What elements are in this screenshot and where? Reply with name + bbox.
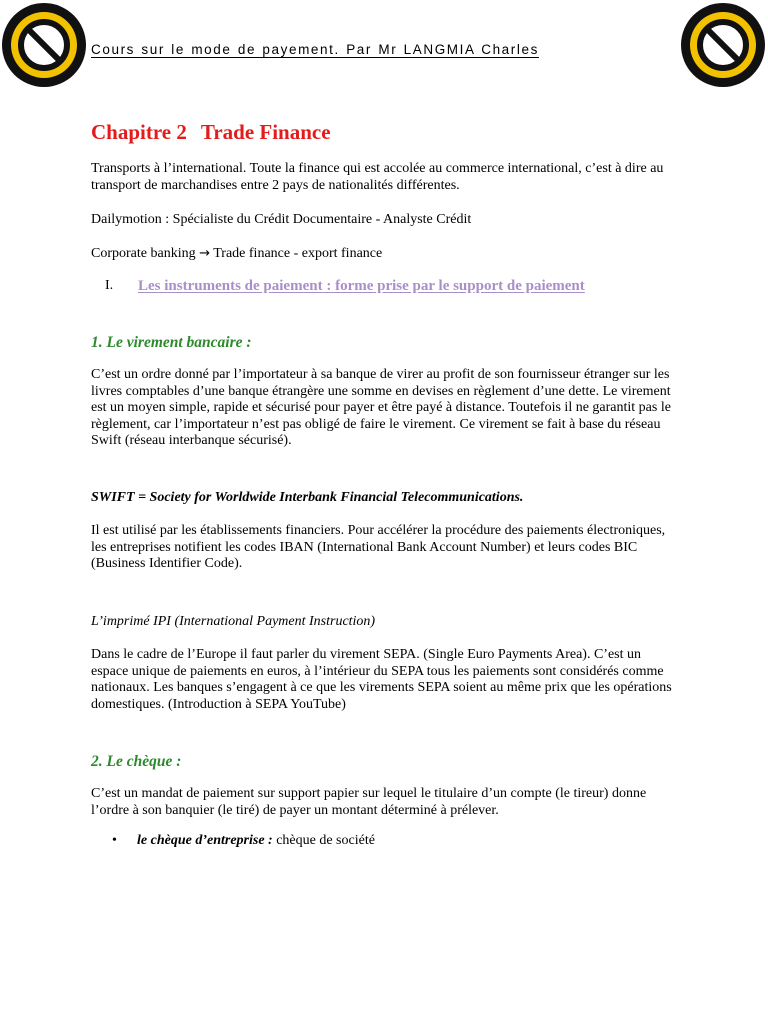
section-heading: [91, 278, 681, 295]
intro-paragraph: Transports à l’international. Toute la finance qui est accolée au commerce international, c’est à dire au transport de marchandises entre 2 pays de nationalités différentes.: [91, 161, 664, 193]
bullet-text: chèque de société: [276, 833, 375, 848]
dailymotion-paragraph: Dailymotion : Spécialiste du Crédit Documentaire - Analyste Crédit: [91, 212, 472, 227]
swift-definition: SWIFT = Society for Worldwide Interbank Financial Telecommunications.: [91, 489, 524, 505]
section-number: I.: [105, 278, 114, 293]
document-body: [91, 120, 681, 850]
corporate-paragraph: [91, 246, 681, 263]
ipi-heading: L’imprimé IPI (International Payment Instruction): [91, 613, 376, 629]
list-item: [91, 833, 681, 850]
subsection-virement-title: 1. Le virement bancaire :: [91, 334, 252, 351]
pdf-xchange-badge-right[interactable]: [680, 2, 766, 88]
pdf-xchange-badge-left[interactable]: [1, 2, 87, 88]
chapter-number: Chapitre 2: [91, 120, 187, 144]
virement-paragraph: C’est un ordre donné par l’importateur à sa banque de virer au profit de son fournisseur étranger sur les livres comptables d’une banque étrangère une somme en devises en règlement d’une dette. Le virement est un moyen simple, rapide et sécurisé pour payer et être payé à distance. Toutefois il ne garantit pas le règlement, car l’importateur n’est pas obligé de faire le virement. Ce virement se fait à base du réseau Swift (réseau interbanque sécurisé).: [91, 367, 671, 448]
course-header: Cours sur le mode de payement. Par Mr LANGMIA Charles: [91, 42, 539, 57]
badge-seal-icon: [2, 3, 86, 87]
bullet-term: le chèque d’entreprise :: [137, 833, 273, 848]
chapter-title: Trade Finance: [200, 120, 331, 144]
sepa-paragraph: Dans le cadre de l’Europe il faut parler du virement SEPA. (Single Euro Payments Area). C’est un espace unique de paiements en euros, à l’intérieur du SEPA tous les paiements sont considérés comme nationaux. Les banques s’engagent à ce que les virements SEPA soient au même prix que les opérations domestiques. (Introduction à SEPA YouTube): [91, 647, 672, 712]
corporate-banking-text: Corporate banking: [91, 245, 196, 261]
cheque-paragraph: C’est un mandat de paiement sur support papier sur lequel le titulaire d’un compte (le tireur) donne l’ordre à son banquier (le tiré) de payer un montant déterminé à prélever.: [91, 786, 647, 818]
swift-paragraph: Il est utilisé par les établissements financiers. Pour accélérer la procédure des paiements électroniques, les entreprises notifient les codes IBAN (International Bank Account Number) et leurs codes BIC (Business Identifier Code).: [91, 523, 666, 571]
bullet-icon: •: [112, 833, 117, 848]
section-title-link[interactable]: Les instruments de paiement : forme prise par le support de paiement: [138, 278, 585, 294]
subsection-cheque-title: 2. Le chèque :: [91, 753, 182, 770]
chapter-heading: [91, 120, 681, 145]
badge-seal-icon: [681, 3, 765, 87]
cheque-bullet-list: [91, 833, 681, 850]
right-arrow-icon: →: [199, 245, 210, 261]
trade-finance-text: Trade finance - export finance: [213, 245, 383, 261]
